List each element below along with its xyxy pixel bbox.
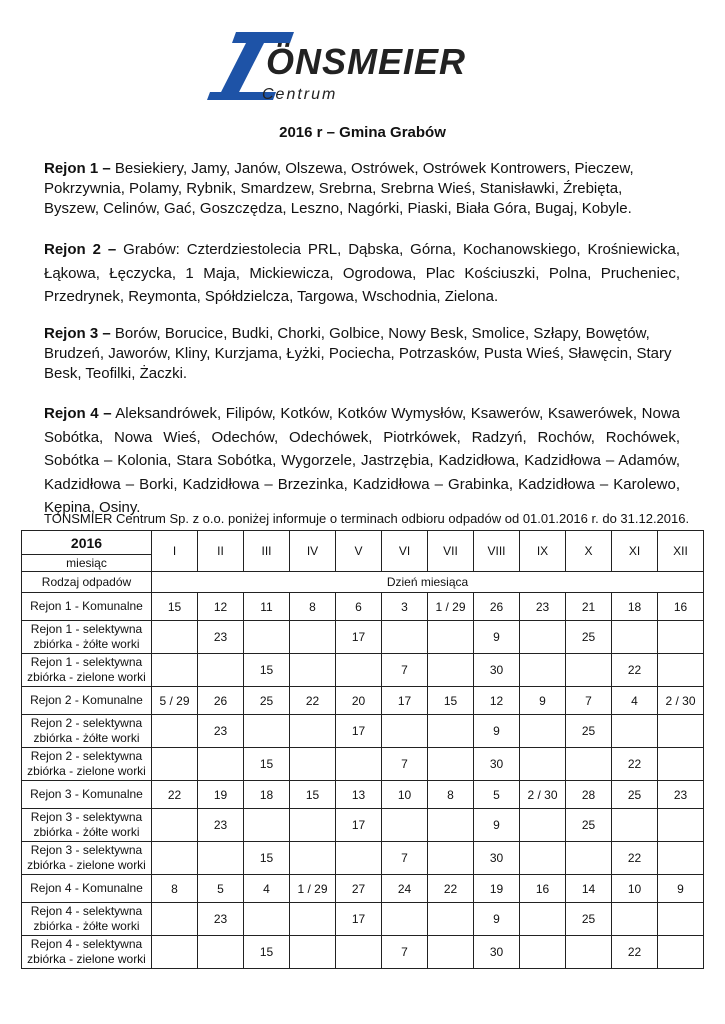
day-cell <box>198 654 244 687</box>
day-cell <box>152 842 198 875</box>
logo-graphic <box>206 30 526 104</box>
row-label: Rejon 1 - selektywna zbiórka - zielone worki <box>22 654 152 687</box>
day-cell: 9 <box>658 875 704 903</box>
day-cell: 12 <box>474 687 520 715</box>
day-cell: 9 <box>474 715 520 748</box>
day-cell: 25 <box>566 903 612 936</box>
region-3-paragraph <box>44 324 680 384</box>
day-cell <box>520 748 566 781</box>
day-cell <box>198 936 244 969</box>
day-cell: 26 <box>474 593 520 621</box>
day-cell: 1 / 29 <box>428 593 474 621</box>
region-3-label: Rejon 3 – <box>44 325 111 342</box>
day-cell <box>382 903 428 936</box>
region-4-label: Rejon 4 – <box>44 405 112 422</box>
day-cell: 15 <box>244 748 290 781</box>
schedule-row <box>22 593 704 621</box>
day-cell: 27 <box>336 875 382 903</box>
day-cell <box>428 715 474 748</box>
day-cell: 7 <box>382 654 428 687</box>
region-1-text: Besiekiery, Jamy, Janów, Olszewa, Ostrówek, Ostrówek Kontrowers, Pieczew, Pokrzywnia, Polamy, Rybnik, Smardzew, Srebrna, Srebrna Wieś, Stanisławki, Źrebięta, Byszew, Celinów, Gać, Goszczędza, Leszno, Nagórki, Piaski, Biała Góra, Bugaj, Kobyle. <box>44 160 634 217</box>
row-label: Rejon 4 - Komunalne <box>22 875 152 903</box>
day-cell: 20 <box>336 687 382 715</box>
row-label: Rejon 1 - Komunalne <box>22 593 152 621</box>
day-cell <box>428 748 474 781</box>
day-cell <box>658 621 704 654</box>
day-cell: 19 <box>474 875 520 903</box>
day-cell: 7 <box>382 842 428 875</box>
day-cell: 2 / 30 <box>658 687 704 715</box>
day-cell: 21 <box>566 593 612 621</box>
day-cell: 23 <box>198 621 244 654</box>
day-cell <box>566 936 612 969</box>
day-cell <box>244 715 290 748</box>
region-2-text: Grabów: Czterdziestolecia PRL, Dąbska, Górna, Kochanowskiego, Krośniewicka, Łąkowa, Łęczycka, 1 Maja, Mickiewicza, Ogrodowa, Plac Kościuszki, Polna, Prucheniec, Przedrynek, Reymonta, Spółdzielcza, Targowa, Wschodnia, Zielona. <box>44 241 680 305</box>
day-cell: 17 <box>336 903 382 936</box>
region-4-paragraph <box>44 402 680 520</box>
schedule-row <box>22 781 704 809</box>
day-cell: 7 <box>566 687 612 715</box>
day-cell: 16 <box>658 593 704 621</box>
day-cell <box>382 715 428 748</box>
day-cell <box>152 748 198 781</box>
day-cell <box>520 654 566 687</box>
day-cell <box>336 748 382 781</box>
logo-brand-text: ÖNSMEIER <box>266 41 467 82</box>
day-cell: 25 <box>566 715 612 748</box>
day-cell: 4 <box>612 687 658 715</box>
month-header: VI <box>382 531 428 572</box>
month-header: V <box>336 531 382 572</box>
day-cell: 24 <box>382 875 428 903</box>
day-cell: 25 <box>566 621 612 654</box>
day-cell: 15 <box>290 781 336 809</box>
day-cell: 23 <box>658 781 704 809</box>
day-cell <box>658 936 704 969</box>
month-header: VII <box>428 531 474 572</box>
day-cell: 15 <box>152 593 198 621</box>
day-cell <box>290 842 336 875</box>
day-cell <box>428 842 474 875</box>
day-cell <box>290 654 336 687</box>
day-cell: 5 <box>474 781 520 809</box>
day-cell <box>612 903 658 936</box>
day-cell: 10 <box>382 781 428 809</box>
day-cell: 5 / 29 <box>152 687 198 715</box>
day-cell: 3 <box>382 593 428 621</box>
day-cell: 25 <box>612 781 658 809</box>
day-cell: 19 <box>198 781 244 809</box>
row-label: Rejon 3 - selektywna zbiórka - żółte worki <box>22 809 152 842</box>
day-cell: 23 <box>198 903 244 936</box>
day-cell: 25 <box>566 809 612 842</box>
day-cell <box>152 715 198 748</box>
region-2-label: Rejon 2 – <box>44 241 117 258</box>
day-cell: 22 <box>428 875 474 903</box>
day-cell: 22 <box>612 936 658 969</box>
schedule-row <box>22 748 704 781</box>
schedule-note: TONSMIER Centrum Sp. z o.o. poniżej informuje o terminach odbioru odpadów od 01.01.2016 r. do 31.12.2016. <box>44 511 690 526</box>
day-cell: 15 <box>244 936 290 969</box>
year-cell: 2016 <box>22 531 152 555</box>
month-header: VIII <box>474 531 520 572</box>
day-cell: 30 <box>474 842 520 875</box>
day-cell <box>612 715 658 748</box>
day-cell: 30 <box>474 748 520 781</box>
row-label: Rejon 2 - selektywna zbiórka - żółte worki <box>22 715 152 748</box>
day-cell <box>658 903 704 936</box>
day-cell <box>244 903 290 936</box>
row-label: Rejon 3 - Komunalne <box>22 781 152 809</box>
schedule-row <box>22 687 704 715</box>
day-cell <box>290 936 336 969</box>
day-cell <box>520 936 566 969</box>
day-cell <box>244 809 290 842</box>
collection-schedule-table <box>21 530 704 969</box>
day-cell <box>658 715 704 748</box>
day-cell <box>336 654 382 687</box>
day-cell <box>520 809 566 842</box>
month-label-cell: miesiąc <box>22 555 152 572</box>
day-cell <box>382 621 428 654</box>
day-cell: 18 <box>612 593 658 621</box>
day-cell: 9 <box>474 809 520 842</box>
day-cell <box>198 842 244 875</box>
day-cell <box>520 621 566 654</box>
day-cell: 13 <box>336 781 382 809</box>
day-cell: 12 <box>198 593 244 621</box>
day-cell: 23 <box>520 593 566 621</box>
day-cell <box>336 936 382 969</box>
day-cell <box>520 715 566 748</box>
waste-type-header: Rodzaj odpadów <box>22 572 152 593</box>
day-cell: 8 <box>428 781 474 809</box>
month-header: XI <box>612 531 658 572</box>
day-cell <box>152 903 198 936</box>
day-cell <box>658 748 704 781</box>
day-cell: 30 <box>474 654 520 687</box>
day-cell <box>428 809 474 842</box>
day-cell <box>290 903 336 936</box>
month-header: IX <box>520 531 566 572</box>
day-cell: 22 <box>290 687 336 715</box>
day-cell: 9 <box>474 621 520 654</box>
day-cell <box>290 621 336 654</box>
day-cell: 22 <box>612 842 658 875</box>
row-label: Rejon 1 - selektywna zbiórka - żółte worki <box>22 621 152 654</box>
day-cell: 7 <box>382 748 428 781</box>
month-header: II <box>198 531 244 572</box>
day-cell: 10 <box>612 875 658 903</box>
day-cell: 28 <box>566 781 612 809</box>
day-cell <box>244 621 290 654</box>
day-cell: 8 <box>152 875 198 903</box>
schedule-row <box>22 842 704 875</box>
month-header: X <box>566 531 612 572</box>
day-cell: 17 <box>336 621 382 654</box>
day-cell <box>428 654 474 687</box>
day-cell <box>290 748 336 781</box>
day-cell <box>566 748 612 781</box>
day-cell <box>152 936 198 969</box>
day-cell <box>198 748 244 781</box>
day-cell: 18 <box>244 781 290 809</box>
schedule-row <box>22 654 704 687</box>
row-label: Rejon 2 - Komunalne <box>22 687 152 715</box>
day-cell: 17 <box>336 715 382 748</box>
day-cell <box>566 654 612 687</box>
day-cell <box>290 809 336 842</box>
month-header: IV <box>290 531 336 572</box>
day-cell: 25 <box>244 687 290 715</box>
row-label: Rejon 4 - selektywna zbiórka - zielone worki <box>22 936 152 969</box>
row-label: Rejon 4 - selektywna zbiórka - żółte worki <box>22 903 152 936</box>
schedule-row <box>22 903 704 936</box>
month-header: XII <box>658 531 704 572</box>
day-cell <box>612 809 658 842</box>
day-cell: 15 <box>244 842 290 875</box>
schedule-row <box>22 875 704 903</box>
day-cell: 22 <box>612 748 658 781</box>
day-cell <box>428 936 474 969</box>
day-cell: 9 <box>474 903 520 936</box>
day-cell <box>336 842 382 875</box>
day-cell: 9 <box>520 687 566 715</box>
row-label: Rejon 3 - selektywna zbiórka - zielone worki <box>22 842 152 875</box>
day-cell: 6 <box>336 593 382 621</box>
schedule-row <box>22 809 704 842</box>
day-cell: 17 <box>382 687 428 715</box>
region-1-label: Rejon 1 – <box>44 160 111 177</box>
day-cell: 1 / 29 <box>290 875 336 903</box>
day-cell <box>658 842 704 875</box>
logo-stem <box>218 43 264 98</box>
region-2-paragraph <box>44 238 680 309</box>
day-cell: 2 / 30 <box>520 781 566 809</box>
schedule-row <box>22 715 704 748</box>
day-cell: 7 <box>382 936 428 969</box>
day-cell: 16 <box>520 875 566 903</box>
day-cell <box>382 809 428 842</box>
day-cell: 22 <box>152 781 198 809</box>
day-cell: 23 <box>198 715 244 748</box>
region-1-paragraph <box>44 159 680 219</box>
day-cell <box>152 621 198 654</box>
day-cell: 17 <box>336 809 382 842</box>
day-cell: 15 <box>244 654 290 687</box>
page-title: 2016 r – Gmina Grabów <box>279 124 446 141</box>
schedule-row <box>22 621 704 654</box>
tonsmeier-logo <box>206 30 526 104</box>
day-cell: 8 <box>290 593 336 621</box>
day-cell: 30 <box>474 936 520 969</box>
month-header: I <box>152 531 198 572</box>
day-cell: 15 <box>428 687 474 715</box>
day-cell <box>520 903 566 936</box>
day-cell: 11 <box>244 593 290 621</box>
day-cell: 22 <box>612 654 658 687</box>
day-cell: 26 <box>198 687 244 715</box>
row-label: Rejon 2 - selektywna zbiórka - zielone worki <box>22 748 152 781</box>
day-cell <box>152 809 198 842</box>
day-cell <box>428 903 474 936</box>
day-cell: 4 <box>244 875 290 903</box>
day-cell <box>658 654 704 687</box>
day-of-month-header: Dzień miesiąca <box>152 572 704 593</box>
day-cell <box>520 842 566 875</box>
month-header: III <box>244 531 290 572</box>
region-3-text: Borów, Borucice, Budki, Chorki, Golbice, Nowy Besk, Smolice, Szłapy, Bowętów, Brudzeń, Jaworów, Kliny, Kurzjama, Łyżki, Pociecha, Potrzasków, Pusta Wieś, Sławęcin, Stary Besk, Teofilki, Żaczki. <box>44 325 672 382</box>
day-cell <box>290 715 336 748</box>
day-cell <box>566 842 612 875</box>
day-cell <box>658 809 704 842</box>
day-cell <box>428 621 474 654</box>
day-cell: 14 <box>566 875 612 903</box>
schedule-row <box>22 936 704 969</box>
day-cell <box>612 621 658 654</box>
region-4-text: Aleksandrówek, Filipów, Kotków, Kotków Wymysłów, Ksawerów, Ksawerówek, Nowa Sobótka, Nowa Wieś, Odechów, Odechówek, Piotrkówek, Radzyń, Rochów, Rochówek, Sobótka – Kolonia, Stara Sobótka, Wygorzele, Jastrzębia, Kadzidłowa, Kadzidłowa – Adamów, Kadzidłowa – Borki, Kadzidłowa – Brzezinka, Kadzidłowa – Grabinka, Kadzidłowa – Karolewo, Kępina, Osiny. <box>44 405 680 516</box>
day-cell: 23 <box>198 809 244 842</box>
day-cell <box>152 654 198 687</box>
logo-sub-text: Centrum <box>262 86 338 103</box>
day-cell: 5 <box>198 875 244 903</box>
